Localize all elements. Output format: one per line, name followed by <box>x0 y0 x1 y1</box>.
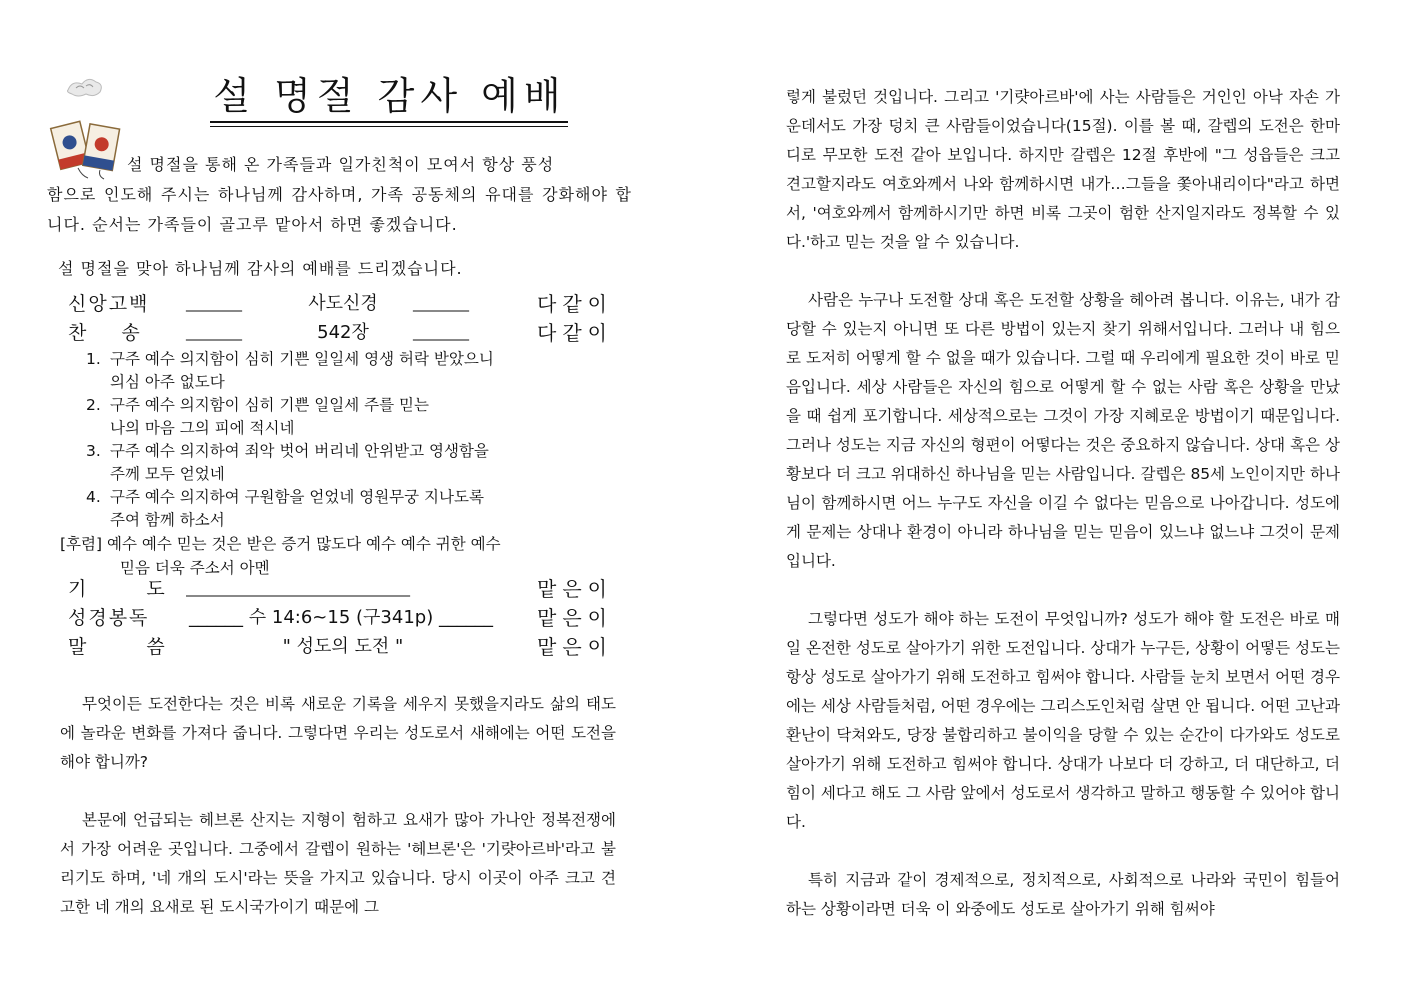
refrain-line: 믿음 더욱 주소서 아멘 <box>120 559 270 577</box>
order-dashes: ________ <box>186 296 242 312</box>
body-paragraph: 그렇다면 성도가 해야 하는 도전이 무엇입니까? 성도가 해야 할 도전은 바로 매일 온전한 성도로 살아가기 위한 도전입니다. 상대가 누구든, 상황이 어떻든 성도는 항상 성도로 살아가기 위해 도전하고 힘써야 합니다. 사람들 눈치 보면서 어떤 경우에는 세상 사람들처럼, 어떤 경우에는 그리스도인처럼 살면 안 됩니다. 어떤 고난과 환난이 닥쳐와도, 당장 불합리하고 불이익을 당할 수 있는 순간이 다가와도 성도로 살아가기 위해 도전하고 힘써야 합니다. 상대가 나보다 더 강하고, 더 대단하고, 더 힘이 세다고 해도 그 사람 앞에서 성도로서 생각하고 말하고 행동할 수 있어야 합니다. <box>786 610 1340 831</box>
hymn-refrain <box>60 532 620 580</box>
order-label: 신앙고백 <box>68 293 150 315</box>
verse-number: 2. <box>86 396 101 414</box>
order-item: 사도신경 <box>308 293 378 314</box>
order-row-creed <box>68 289 613 319</box>
cloud-swirl-icon <box>62 70 106 100</box>
sermon-title: " 성도의 도전 " <box>282 636 404 657</box>
order-label: 말씀 <box>68 636 225 658</box>
order-dashes: ________ <box>186 325 242 341</box>
order-row-hymn <box>68 318 613 348</box>
order-row-sermon <box>68 632 613 662</box>
verse-number: 3. <box>86 442 101 460</box>
order-label: 기도 <box>68 578 225 600</box>
order-leader: 맡은이 <box>537 577 613 601</box>
intro-paragraph <box>47 150 632 240</box>
intro-line-1: 설 명절을 통해 온 가족들과 일가친척이 모여서 항상 풍성 <box>127 155 555 174</box>
body-paragraph: 본문에 언급되는 헤브론 산지는 지형이 험하고 요새가 많아 가나안 정복전쟁에서 가장 어려운 곳입니다. 그중에서 갈렙이 원하는 '헤브론'은 '기럇아르바'라고 불리기도 하며, '네 개의 도시'라는 뜻을 가지고 있습니다. 당시 이곳이 아주 크고 견고한 네 개의 요새로 된 도시국가이기 때문에 그 <box>60 811 616 916</box>
order-row-prayer <box>68 574 613 604</box>
order-leader: 다같이 <box>537 321 613 345</box>
order-leader: 맡은이 <box>537 635 613 659</box>
order-dashes: ________ <box>413 325 469 341</box>
hymn-verse <box>86 440 606 486</box>
verse-line: 구주 예수 의지함이 심히 기쁜 일일세 영생 허락 받았으니 <box>110 350 494 368</box>
hymn-verse <box>86 486 606 532</box>
order-dashes: ________________________________ <box>186 581 410 597</box>
verse-line: 주여 함께 하소서 <box>110 511 225 529</box>
verse-line: 주께 모두 얻었네 <box>110 465 225 483</box>
intro-rest: 함으로 인도해 주시는 하나님께 감사하며, 가족 공동체의 유대를 강화해야 합니다. 순서는 가족들이 골고루 맡아서 하면 좋겠습니다. <box>47 185 632 234</box>
title-underline <box>210 121 568 123</box>
call-to-worship: 설 명절을 맞아 하나님께 감사의 예배를 드리겠습니다. <box>58 259 463 278</box>
verse-line: 의심 아주 없도다 <box>110 373 225 391</box>
verse-number: 4. <box>86 488 101 506</box>
page-title: 설 명절 감사 예배 <box>213 74 567 118</box>
sermon-body-left <box>60 690 616 951</box>
verse-line: 구주 예수 의지하여 죄악 벗어 버리네 안위받고 영생함을 <box>110 442 489 460</box>
verse-number: 1. <box>86 350 101 368</box>
order-label: 찬송 <box>68 322 175 344</box>
order-item: 542장 <box>317 322 369 343</box>
body-paragraph: 특히 지금과 같이 경제적으로, 정치적으로, 사회적으로 나라와 국민이 힘들어 하는 상황이라면 더욱 이 와중에도 성도로 살아가기 위해 힘써야 <box>786 871 1340 918</box>
order-dashes: ________ <box>413 296 469 312</box>
order-leader: 맡은이 <box>537 606 613 630</box>
sermon-body-right <box>786 83 1340 953</box>
body-paragraph: 사람은 누구나 도전할 상대 혹은 도전할 상황을 헤아려 봅니다. 이유는, 내가 감당할 수 있는지 아니면 또 다른 방법이 있는지 찾기 위해서입니다. 그러나 내 힘으로 도저히 어떻게 할 수 없을 때가 있습니다. 그럴 때 우리에게 필요한 것이 바로 믿음입니다. 세상 사람들은 자신의 힘으로 어떻게 할 수 없는 사람 혹은 상황을 만났을 때 쉽게 포기합니다. 세상적으로는 그것이 가장 지혜로운 방법이기 때문입니다. 그러나 성도는 지금 자신의 형편이 어떻다는 것은 중요하지 않습니다. 상대 혹은 상황보다 더 크고 위대하신 하나님을 믿는 사람입니다. 갈렙은 85세 노인이지만 하나님이 함께하시면 어느 누구도 자신을 이길 수 없다는 믿음으로 나아갑니다. 성도에게 문제는 상대나 환경이 아니라 하나님을 믿는 믿음이 있느냐 없느냐 그것이 문제입니다. <box>786 291 1340 570</box>
hymn-verse <box>86 348 606 394</box>
left-page <box>0 0 700 992</box>
title-underline-thin <box>210 126 568 127</box>
hymn-verse <box>86 394 606 440</box>
body-paragraph: 무엇이든 도전한다는 것은 비록 새로운 기록을 세우지 못했을지라도 삶의 태도에 놀라운 변화를 가져다 줍니다. 그렇다면 우리는 성도로서 새해에는 어떤 도전을 해야 합니까? <box>60 695 616 771</box>
order-row-scripture <box>68 603 613 633</box>
body-paragraph: 렇게 불렀던 것입니다. 그리고 '기럇아르바'에 사는 사람들은 거인인 아낙 자손 가운데서도 가장 덩치 큰 사람들이었습니다(15절). 이를 볼 때, 갈렙의 도전은 한마디로 무모한 도전 같아 보입니다. 하지만 갈렙은 12절 후반에 "그 성읍들은 크고 견고할지라도 여호와께서 나와 함께하시면 내가…그들을 쫓아내리이다"라고 하면서, '여호와께서 함께하시기만 하면 비록 그곳이 험한 산지일지라도 정복할 수 있다.'하고 믿는 것을 알 수 있습니다. <box>786 88 1340 251</box>
scripture-passage: ______ 수 14:6~15 (구341p) ______ <box>189 607 493 628</box>
verse-line: 구주 예수 의지하여 구원함을 얻었네 영원무궁 지나도록 <box>110 488 484 506</box>
order-leader: 다같이 <box>537 292 613 316</box>
verse-line: 구주 예수 의지함이 심히 기쁜 일일세 주를 믿는 <box>110 396 429 414</box>
verse-line: 나의 마음 그의 피에 적시네 <box>110 419 295 437</box>
refrain-line: [후렴] 예수 예수 믿는 것은 받은 증거 많도다 예수 예수 귀한 예수 <box>60 535 501 553</box>
right-page <box>700 0 1403 992</box>
hymn-verses <box>86 348 606 532</box>
order-label: 성경봉독 <box>68 607 150 629</box>
